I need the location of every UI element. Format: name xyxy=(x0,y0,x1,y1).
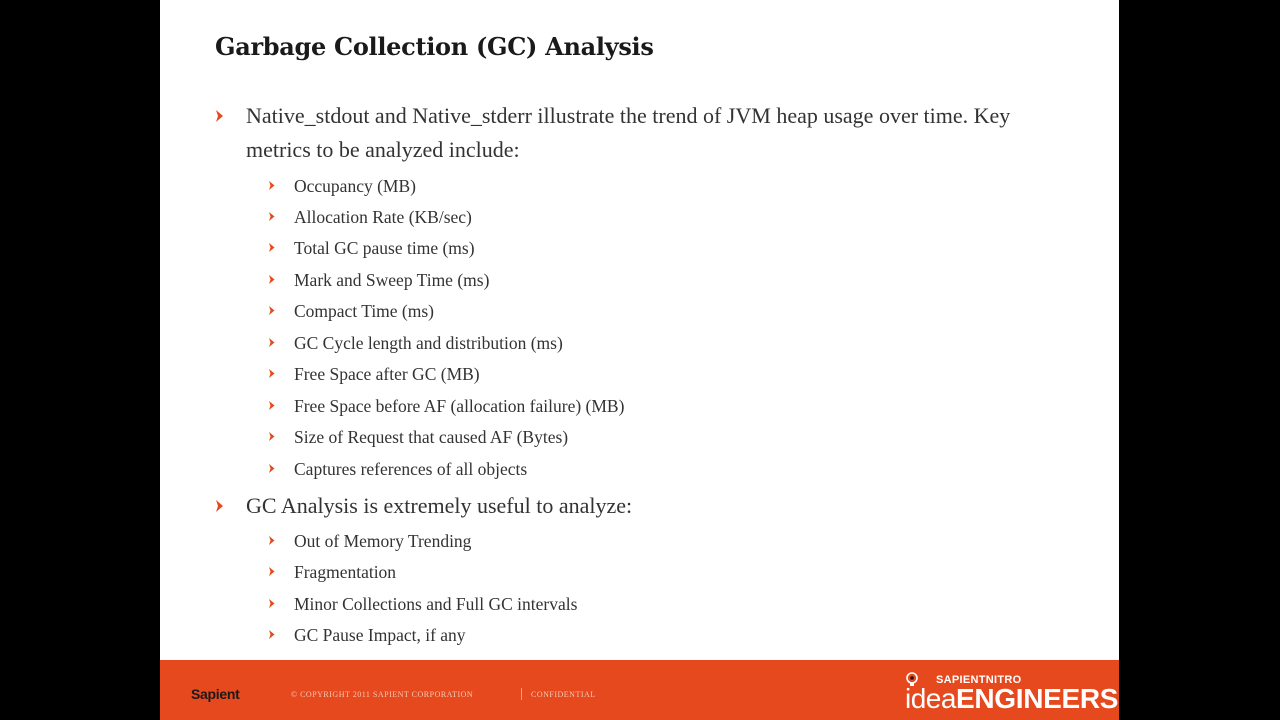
sub-bullet-text: Free Space after GC (MB) xyxy=(294,364,480,384)
sub-bullet-text: Compact Time (ms) xyxy=(294,301,435,321)
sub-bullet-text: GC Cycle length and distribution (ms) xyxy=(294,333,563,353)
sub-bullet-text: Total GC pause time (ms) xyxy=(294,238,475,258)
chevron-bullet-icon xyxy=(268,598,276,609)
sub-bullet-text: Fragmentation xyxy=(294,562,397,582)
copyright-text: © COPYRIGHT 2011 SAPIENT CORPORATION xyxy=(291,690,474,699)
main-bullet-text: GC Analysis is extremely useful to analyze: xyxy=(246,493,633,518)
brand-idea: idea xyxy=(905,683,956,714)
chevron-bullet-icon xyxy=(268,431,276,442)
chevron-bullet-icon xyxy=(268,274,276,285)
brand-engineers: ENGINEERS xyxy=(955,683,1119,714)
footer-bar xyxy=(160,660,1119,720)
sub-bullet-text: Minor Collections and Full GC intervals xyxy=(294,594,578,614)
sub-bullet-text: Free Space before AF (allocation failure) (MB) xyxy=(294,396,625,416)
chevron-bullet-icon xyxy=(268,368,276,379)
confidential-label: CONFIDENTIAL xyxy=(531,690,596,699)
sub-bullet-text: Out of Memory Trending xyxy=(294,531,472,551)
chevron-bullet-icon xyxy=(268,535,276,546)
sub-bullet-text: GC Pause Impact, if any xyxy=(294,625,466,645)
footer-divider xyxy=(521,688,522,700)
sapient-logo: Sapient xyxy=(191,686,240,702)
sub-bullet-text: Occupancy (MB) xyxy=(294,176,416,196)
chevron-bullet-icon xyxy=(215,499,225,513)
sub-bullet-text: Mark and Sweep Time (ms) xyxy=(294,270,490,290)
chevron-bullet-icon xyxy=(268,400,276,411)
chevron-bullet-icon xyxy=(268,566,276,577)
sub-bullet-text: Size of Request that caused AF (Bytes) xyxy=(294,427,569,447)
chevron-bullet-icon xyxy=(268,305,276,316)
chevron-bullet-icon xyxy=(268,337,276,348)
chevron-bullet-icon xyxy=(268,180,276,191)
sub-bullet-text: Allocation Rate (KB/sec) xyxy=(294,207,472,227)
sub-bullet-text: Captures references of all objects xyxy=(294,459,528,479)
ideaengineers-logo xyxy=(905,672,1119,716)
chevron-bullet-icon xyxy=(215,109,225,123)
chevron-bullet-icon xyxy=(268,211,276,222)
chevron-bullet-icon xyxy=(268,242,276,253)
chevron-bullet-icon xyxy=(268,629,276,640)
brand-wordmark xyxy=(905,683,1118,715)
slide xyxy=(160,0,1119,720)
slide-title: Garbage Collection (GC) Analysis xyxy=(215,32,654,61)
chevron-bullet-icon xyxy=(268,463,276,474)
main-bullet-text: Native_stdout and Native_stderr illustrate the trend of JVM heap usage over time. Key metrics to be analyzed include: xyxy=(246,103,1011,162)
sapientnitro-label: SAPIENTNITRO xyxy=(936,674,1022,686)
